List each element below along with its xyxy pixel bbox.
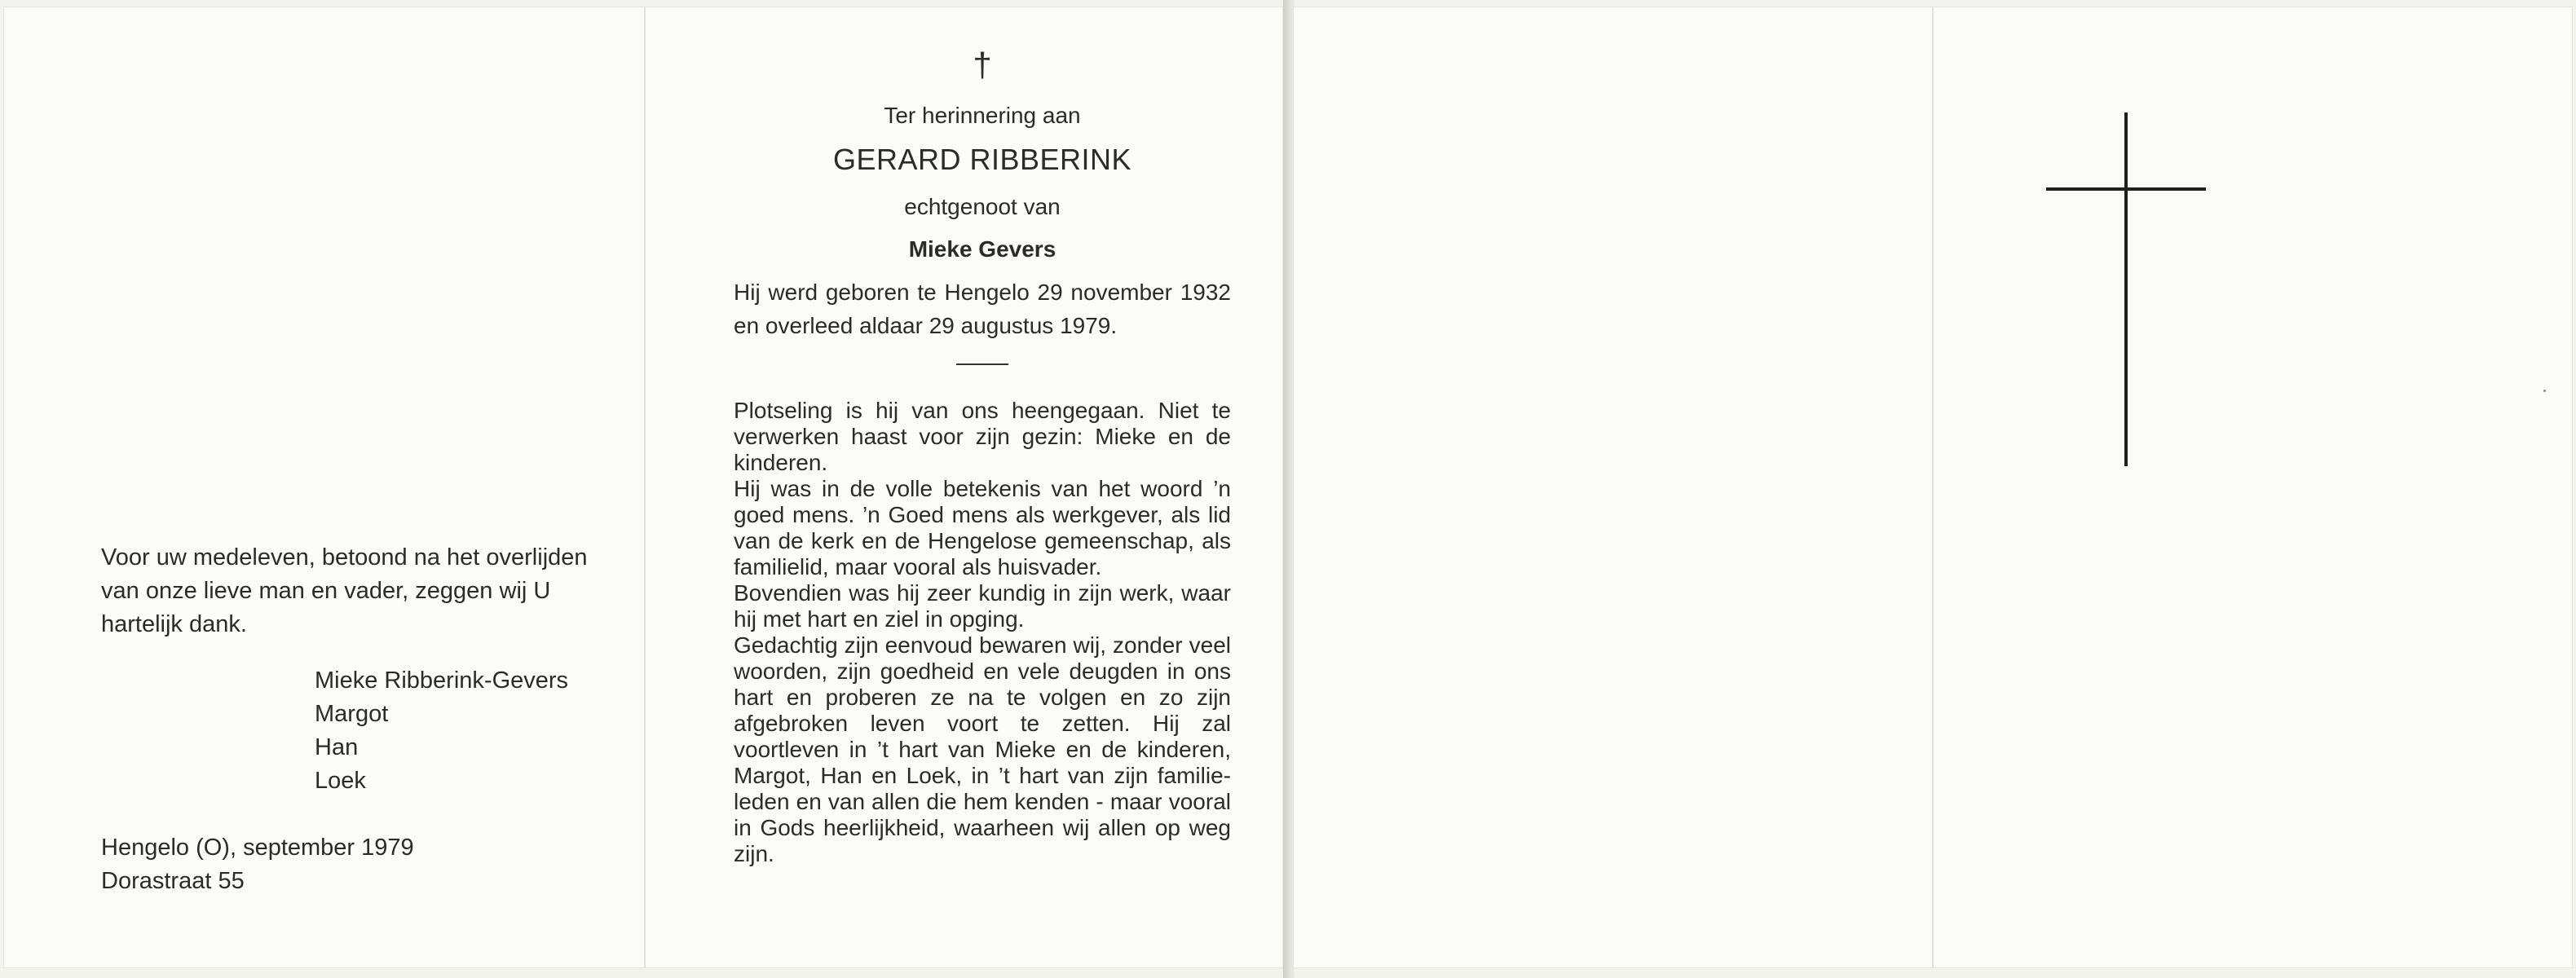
divider-line <box>956 363 1008 365</box>
outer-fold-line <box>1932 7 1934 968</box>
family-member: Mieke Ribberink-Gevers <box>315 667 569 694</box>
street-address: Dorastraat 55 <box>101 868 245 894</box>
family-member: Han <box>315 734 359 760</box>
inner-fold-line <box>644 7 646 968</box>
memorial-paragraph: Bovendien was hij zeer kundig in zijn werk, waar hij met hart en ziel in opging. <box>734 580 1231 632</box>
cross-icon <box>2043 112 2206 468</box>
intro-line: Ter herinnering aan <box>884 103 1081 128</box>
place-date: Hengelo (O), september 1979 <box>101 835 414 861</box>
cross-vertical-bar <box>2124 112 2128 466</box>
memorial-paragraph: Plotseling is hij van ons heengegaan. Niet te verwerken haast voor zijn gezin: Mieke en de kinderen. <box>734 398 1231 475</box>
paper-speck <box>2543 390 2546 392</box>
dagger-icon: † <box>973 46 992 84</box>
memorial-text <box>734 41 1231 867</box>
family-signatures <box>315 664 568 798</box>
cross-horizontal-bar <box>2046 187 2206 191</box>
deceased-name: GERARD RIBBERINK <box>832 143 1132 176</box>
memorial-body <box>734 398 1231 867</box>
birth-death-dates: Hij werd geboren te Hengelo 29 november 1932 en overleed aldaar 29 augustus 1979. <box>734 280 1231 338</box>
thanks-message: Voor uw medeleven, betoond na het overlijden van onze lieve man en vader, zeggen wij U hartelijk dank. <box>101 544 588 637</box>
spouse-name: Mieke Gevers <box>908 236 1056 262</box>
address-block <box>101 831 414 898</box>
family-member: Loek <box>315 768 366 794</box>
memorial-paragraph: Hij was in de volle betekenis van het woord ’n goed mens. ’n Goed mens als werkgever, als lid van de kerk en de Hengelose gemeenschap, als familielid, maar vooral als huisvader. <box>734 476 1231 579</box>
spouse-label: echtgenoot van <box>904 194 1061 219</box>
memorial-paragraph: Gedachtig zijn eenvoud bewaren wij, zonder veel woorden, zijn goedheid en vele deugden in ons hart en proberen ze na te volgen en zo zijn afgebroken leven voort te zetten. Hij zal voortleven in ’t hart van Mieke en de kinderen, Margot, Han en Loek, in ’t hart van zijn familieleden en van allen die hem kenden - maar vooral in Gods heerlijkheid, waarheen wij allen op weg zijn. <box>734 632 1231 866</box>
family-member: Margot <box>315 701 389 727</box>
